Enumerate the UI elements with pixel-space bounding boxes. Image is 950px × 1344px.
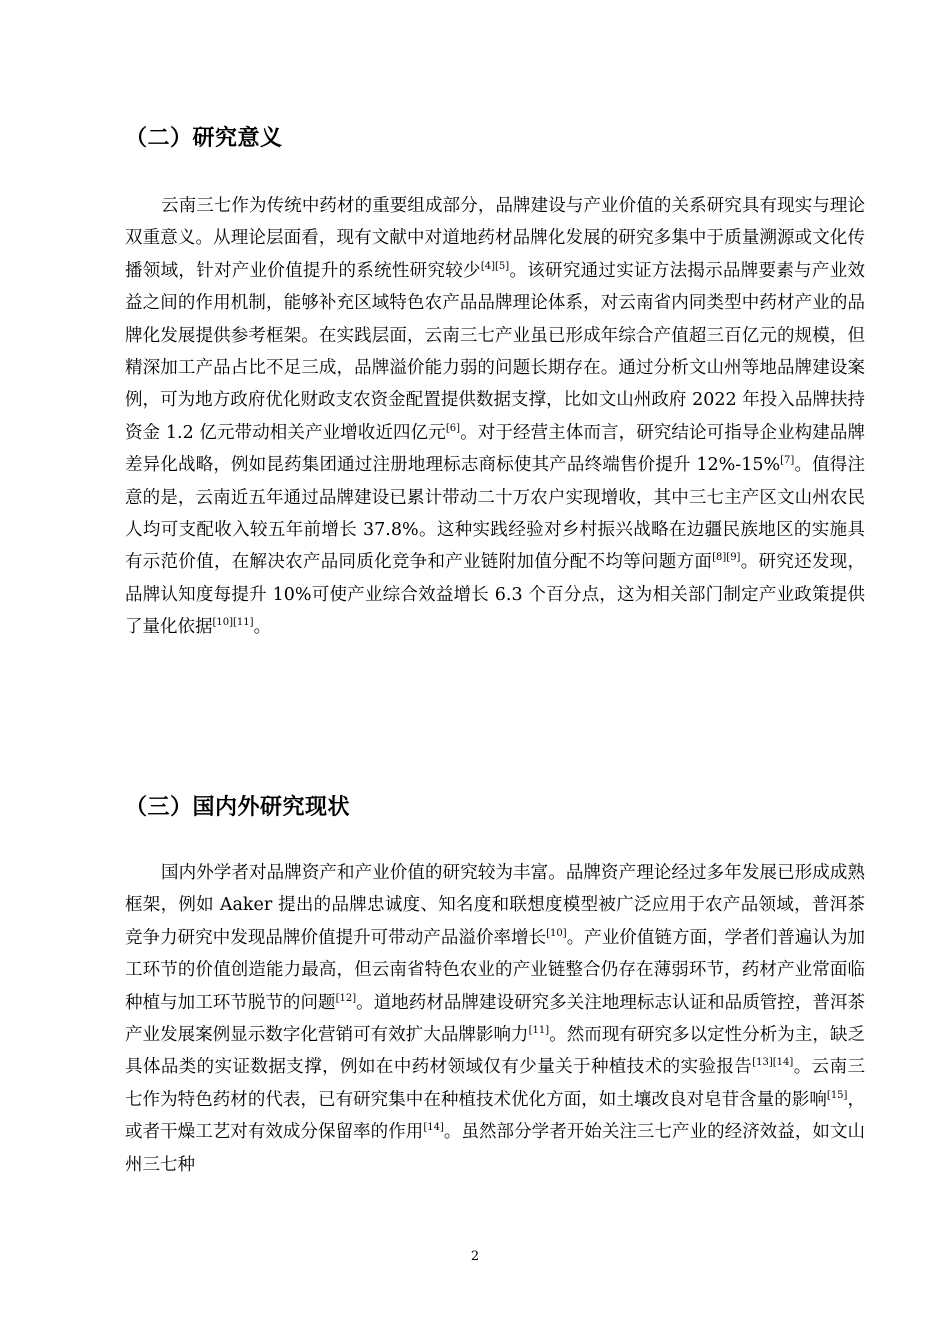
section-heading-research-status: （三）国内外研究现状 bbox=[125, 795, 351, 820]
citation-marker: [13][14] bbox=[752, 1057, 794, 1069]
paragraph-text: 。值得注意的是，云南近五年通过品牌建设已累计带动二十万农户实现增收，其中三七主产区文山州农民人均可支配收入较五年前增长 37.8%。这种实践经验对乡村振兴战略在边疆民族地区的实施具有示范价值，在解决农产品同质化竞争和产业链附加值分配不均等问题方面 bbox=[125, 455, 865, 573]
page-number: 2 bbox=[470, 1249, 480, 1264]
citation-marker: [12] bbox=[335, 992, 357, 1004]
citation-marker: [14] bbox=[423, 1122, 444, 1134]
citation-marker: [10][11] bbox=[212, 617, 254, 629]
paragraph-text: 。产业价值链方面，学者们普遍认为加工环节的价值创造能力最高，但云南省特色农业的产业链整合仍存在薄弱环节，药材产业常面临种植与加工环节脱节的问题 bbox=[125, 927, 866, 1013]
citation-marker: [6] bbox=[445, 422, 461, 434]
paragraph-text: 。 bbox=[253, 617, 272, 638]
paragraph-text: 。虽然部分学者开始关注三七产业的经济效益，如文山州三七种 bbox=[125, 1122, 866, 1175]
paragraph-text: 。云南三七作为特色药材的代表，已有研究集中在种植技术优化方面，如土壤改良对皂苷含量的影响 bbox=[125, 1057, 865, 1110]
paragraph-text: 。对于经营主体而言，研究结论可指导企业构建品牌差异化战略，例如昆药集团通过注册地理标志商标使其产品终端售价提升 12%-15% bbox=[125, 422, 865, 476]
paragraph-research-status bbox=[125, 857, 865, 1181]
citation-marker: [8][9] bbox=[712, 552, 741, 564]
citation-marker: [7] bbox=[780, 455, 795, 467]
paragraph-text: 国内外学者对品牌资产和产业价值的研究较为丰富。品牌资产理论经过多年发展已形成成熟框架，例如 Aaker 提出的品牌忠诚度、知名度和联想度模型被广泛应用于农产品领域，普洱茶竞争力研究中发现品牌价值提升可带动产品溢价率增长 bbox=[125, 863, 865, 948]
paragraph-text: ，或者干燥工艺对有效成分保留率的作用 bbox=[125, 1089, 866, 1143]
citation-marker: [4][5] bbox=[480, 260, 510, 272]
citation-marker: [15] bbox=[826, 1089, 848, 1101]
paragraph-text: 。然而现有研究多以定性分析为主，缺乏具体品类的实证数据支撑，例如在中药材领域仅有少量关于种植技术的实验报告 bbox=[125, 1025, 866, 1078]
paragraph-research-significance bbox=[125, 190, 865, 644]
paragraph-text: 云南三七作为传统中药材的重要组成部分，品牌建设与产业价值的关系研究具有现实与理论双重意义。从理论层面看，现有文献中对道地药材品牌化发展的研究多集中于质量溯源或文化传播领域，针对产业价值提升的系统性研究较少 bbox=[125, 196, 865, 281]
paragraph-text: 。道地药材品牌建设研究多关注地理标志认证和品质管控，普洱茶产业发展案例显示数字化营销可有效扩大品牌影响力 bbox=[125, 992, 865, 1046]
citation-marker: [10] bbox=[546, 927, 567, 939]
citation-marker: [11] bbox=[528, 1025, 550, 1037]
section-heading-research-significance: （二）研究意义 bbox=[125, 126, 283, 151]
paragraph-text: 。研究还发现，品牌认知度每提升 10%可使产业综合效益增长 6.3 个百分点，这为相关部门制定产业政策提供了量化依据 bbox=[125, 552, 866, 638]
paragraph-text: 。该研究通过实证方法揭示品牌要素与产业效益之间的作用机制，能够补充区域特色农产品品牌理论体系，对云南省内同类型中药材产业的品牌化发展提供参考框架。在实践层面，云南三七产业虽已形成年综合产值超三百亿元的规模，但精深加工产品占比不足三成，品牌溢价能力弱的问题长期存在。通过分析文山州等地品牌建设案例，可为地方政府优化财政支农资金配置提供数据支撑，比如文山州政府 2022 年投入品牌扶持资金 1.2 亿元带动相关产业增收近四亿元 bbox=[125, 260, 865, 443]
